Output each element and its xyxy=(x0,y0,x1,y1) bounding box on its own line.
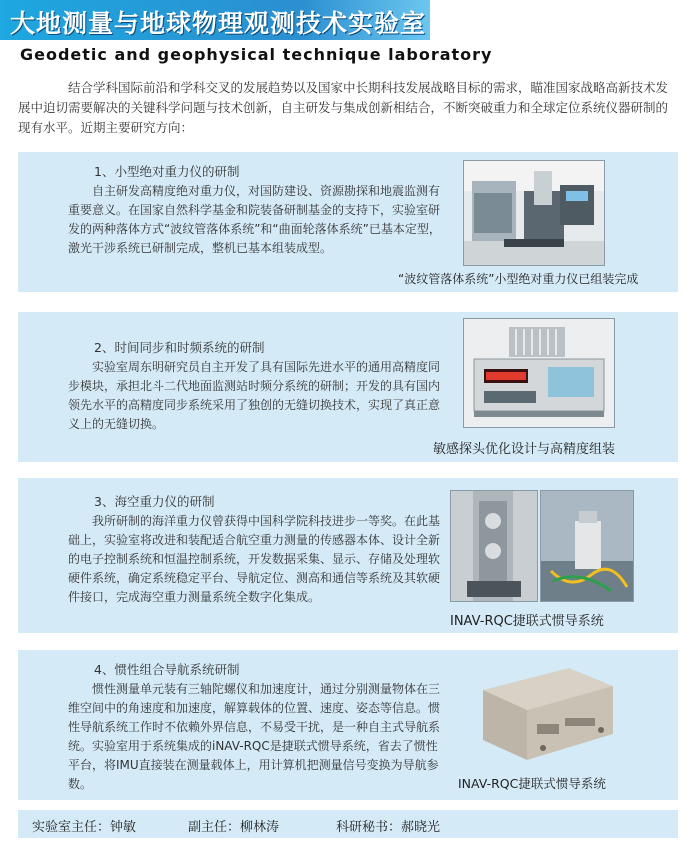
photo-caption: INAV-RQC捷联式惯导系统 xyxy=(458,776,606,791)
title-bar xyxy=(0,0,430,40)
director-label: 实验室主任：钟敏 xyxy=(32,820,137,835)
secretary-label: 科研秘书：郝晓光 xyxy=(336,820,441,835)
section-marine-gravimeter xyxy=(18,478,678,633)
section-body: 实验室周东明研究员自主开发了具有国际先进水平的通用高精度同步模块，承担北斗二代地面监测站时频分系统的研制；开发的具有国内领先水平的高精度同步系统采用了独创的无缝切换技术，实现了真正意义上的无缝切换。 xyxy=(68,360,441,431)
gravimeter-photo xyxy=(463,160,605,266)
section-heading: 1、小型绝对重力仪的研制 xyxy=(94,164,240,179)
section-inertial-navigation xyxy=(18,650,678,800)
section-heading: 2、时间同步和时频系统的研制 xyxy=(94,340,265,355)
section-heading: 3、海空重力仪的研制 xyxy=(94,494,215,509)
intro-paragraph: 结合学科国际前沿和学科交叉的发展趋势以及国家中长期科技发展战略目标的需求，瞄准国家战略高新技术发展中迫切需要解决的关键科学问题与技术创新，自主研发与集成创新相结合，不断突破重力和全球定位系统仪器研制的现有水平。近期主要研究方向： xyxy=(18,80,669,135)
sensor-photo-left xyxy=(450,490,538,602)
photo-caption: 敏感探头优化设计与高精度组装 xyxy=(433,442,616,457)
sync-device-photo xyxy=(463,318,615,428)
english-title: Geodetic and geophysical technique laboratory xyxy=(20,45,493,64)
section-body: 自主研发高精度绝对重力仪，对国防建设、资源勘探和地震监测有重要意义。在国家自然科学基金和院装备研制基金的支持下，实验室研发的两种落体方式“波纹管落体系统”和“曲面轮落体系统”已基本定型，激光干涉系统已研制完成，整机已基本组装成型。 xyxy=(68,184,441,255)
section-body: 惯性测量单元装有三轴陀螺仪和加速度计，通过分别测量物体在三维空间中的角速度和加速度，解算载体的位置、速度、姿态等信息。惯性导航系统工作时不依赖外界信息，不易受干扰，是一种自主式导航系统。实验室用于系统集成的iNAV-RQC是捷联式惯导系统，省去了惯性平台，将IMU直接装在测量载体上，用计算机把测量信号变换为导航参数。 xyxy=(68,682,441,791)
photo-caption: INAV-RQC捷联式惯导系统 xyxy=(450,614,604,629)
staff-footer xyxy=(18,810,678,838)
imu-photo xyxy=(473,660,623,764)
section-body: 我所研制的海洋重力仪曾获得中国科学院科技进步一等奖。在此基础上，实验室将改进和装配适合航空重力测量的传感器本体、设计全新的电子控制系统和恒温控制系统，开发数据采集、显示、存储及处理软硬件系统，确定系统稳定平台、导航定位、测高和通信等系统及其软硬件接口，完成海空重力测量系统全数字化集成。 xyxy=(68,514,441,604)
page-title: 大地测量与地球物理观测技术实验室 xyxy=(10,9,427,38)
deputy-director-label: 副主任：柳林涛 xyxy=(188,820,280,835)
photo-caption: “波纹管落体系统”小型绝对重力仪已组装完成 xyxy=(398,272,639,286)
section-heading: 4、惯性组合导航系统研制 xyxy=(94,662,240,677)
sensor-photo-right xyxy=(540,490,634,602)
section-time-sync xyxy=(18,312,678,462)
section-gravimeter xyxy=(18,152,678,292)
